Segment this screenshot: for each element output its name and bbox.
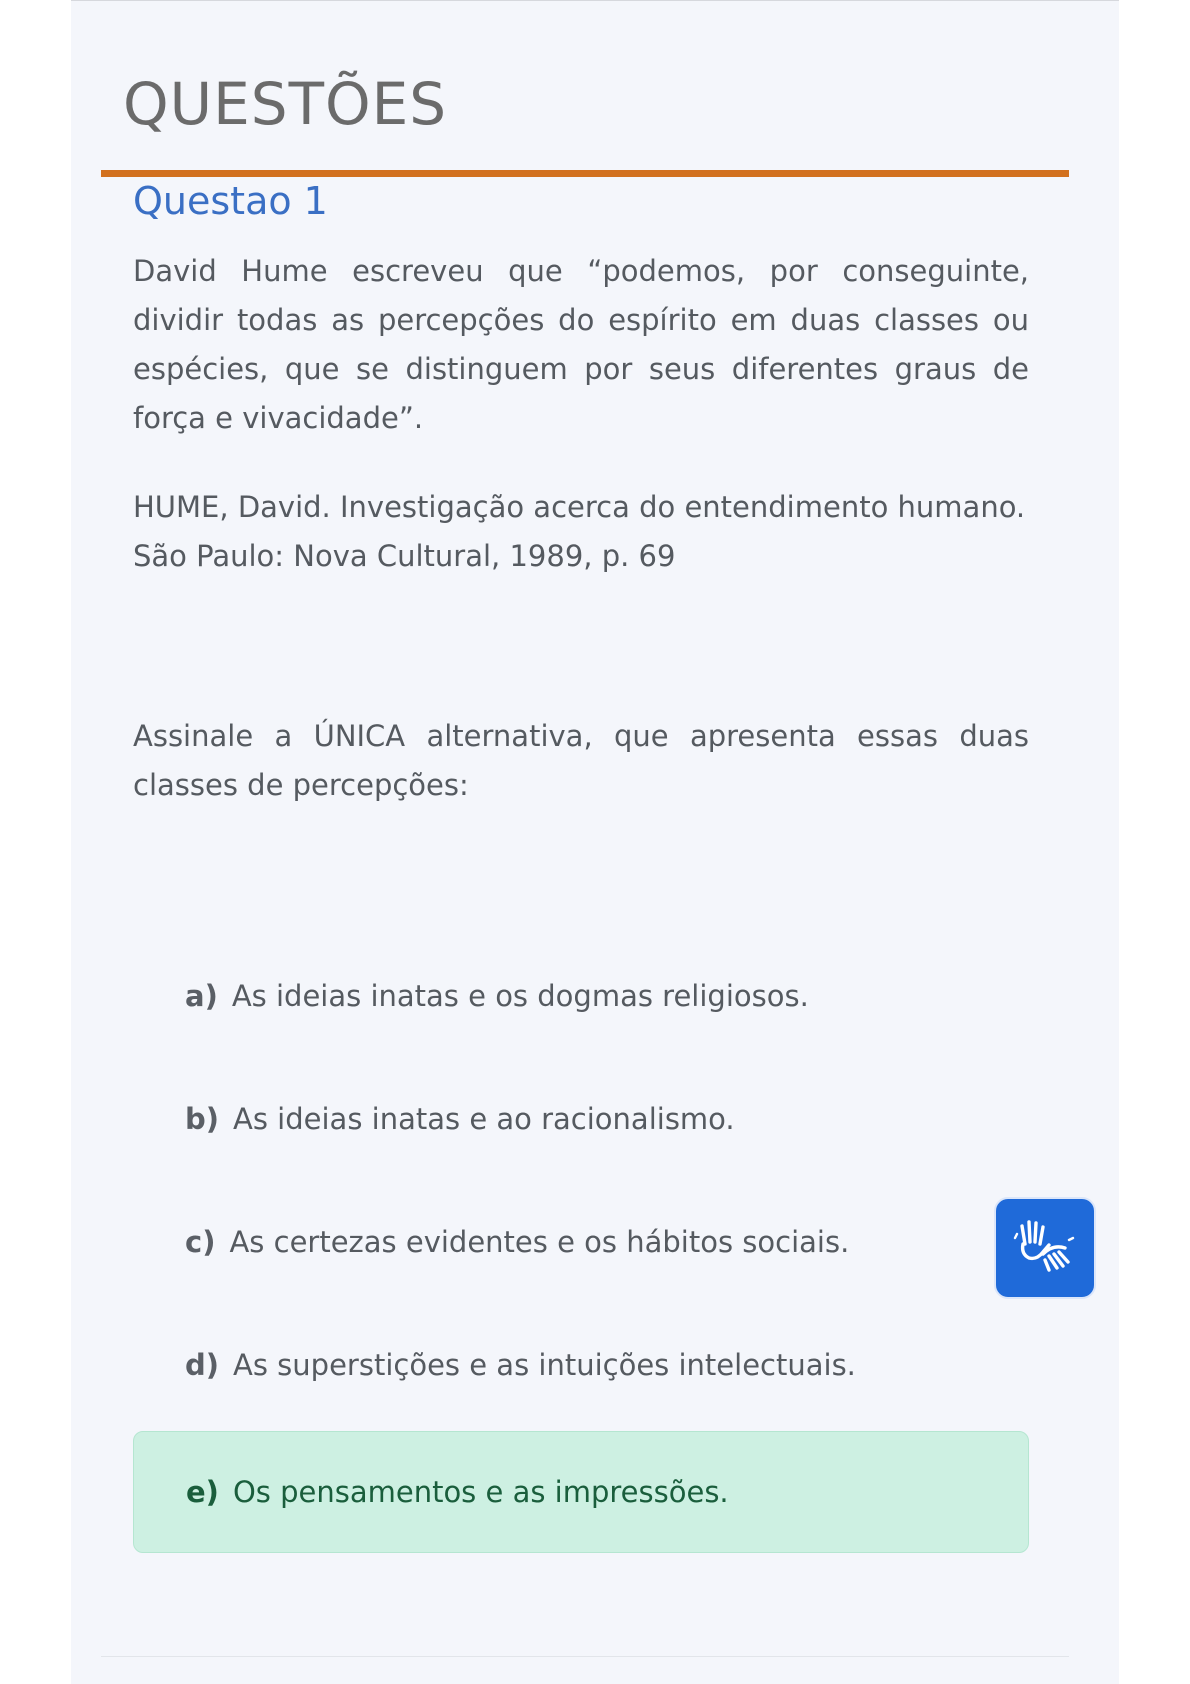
question-instruction: Assinale a ÚNICA alternativa, que apresenta essas duas classes de percepções:: [133, 719, 1029, 802]
option-letter: d): [185, 1348, 220, 1382]
option-letter: e): [186, 1475, 219, 1509]
option-c[interactable]: [133, 1181, 1029, 1303]
option-text: As certezas evidentes e os hábitos sociais.: [229, 1225, 850, 1259]
question-reference: HUME, David. Investigação acerca do entendimento humano. São Paulo: Nova Cultural, 1989, p. 69: [133, 490, 1026, 573]
question-title: Questao 1: [133, 179, 328, 223]
page-title: QUESTÕES: [123, 70, 448, 138]
option-text: Os pensamentos e as impressões.: [232, 1475, 729, 1509]
option-a[interactable]: [133, 935, 1029, 1057]
option-b[interactable]: [133, 1058, 1029, 1180]
sign-language-button[interactable]: [994, 1197, 1096, 1299]
section-divider: [101, 170, 1069, 177]
sign-language-hands-icon: [1013, 1214, 1077, 1282]
option-letter: b): [185, 1102, 220, 1136]
option-d[interactable]: [133, 1304, 1029, 1426]
option-e-correct[interactable]: [133, 1431, 1029, 1553]
bottom-divider: [101, 1656, 1069, 1657]
option-letter: c): [185, 1225, 216, 1259]
option-text: As superstições e as intuições intelectuais.: [233, 1348, 856, 1382]
option-text: As ideias inatas e ao racionalismo.: [233, 1102, 735, 1136]
questions-page: [71, 0, 1119, 1684]
option-text: As ideias inatas e os dogmas religiosos.: [231, 979, 809, 1013]
option-letter: a): [185, 979, 218, 1013]
question-quote: David Hume escreveu que “podemos, por conseguinte, dividir todas as percepções do espírito em duas classes ou espécies, que se distinguem por seus diferentes graus de força e vivacidade”.: [133, 254, 1029, 435]
